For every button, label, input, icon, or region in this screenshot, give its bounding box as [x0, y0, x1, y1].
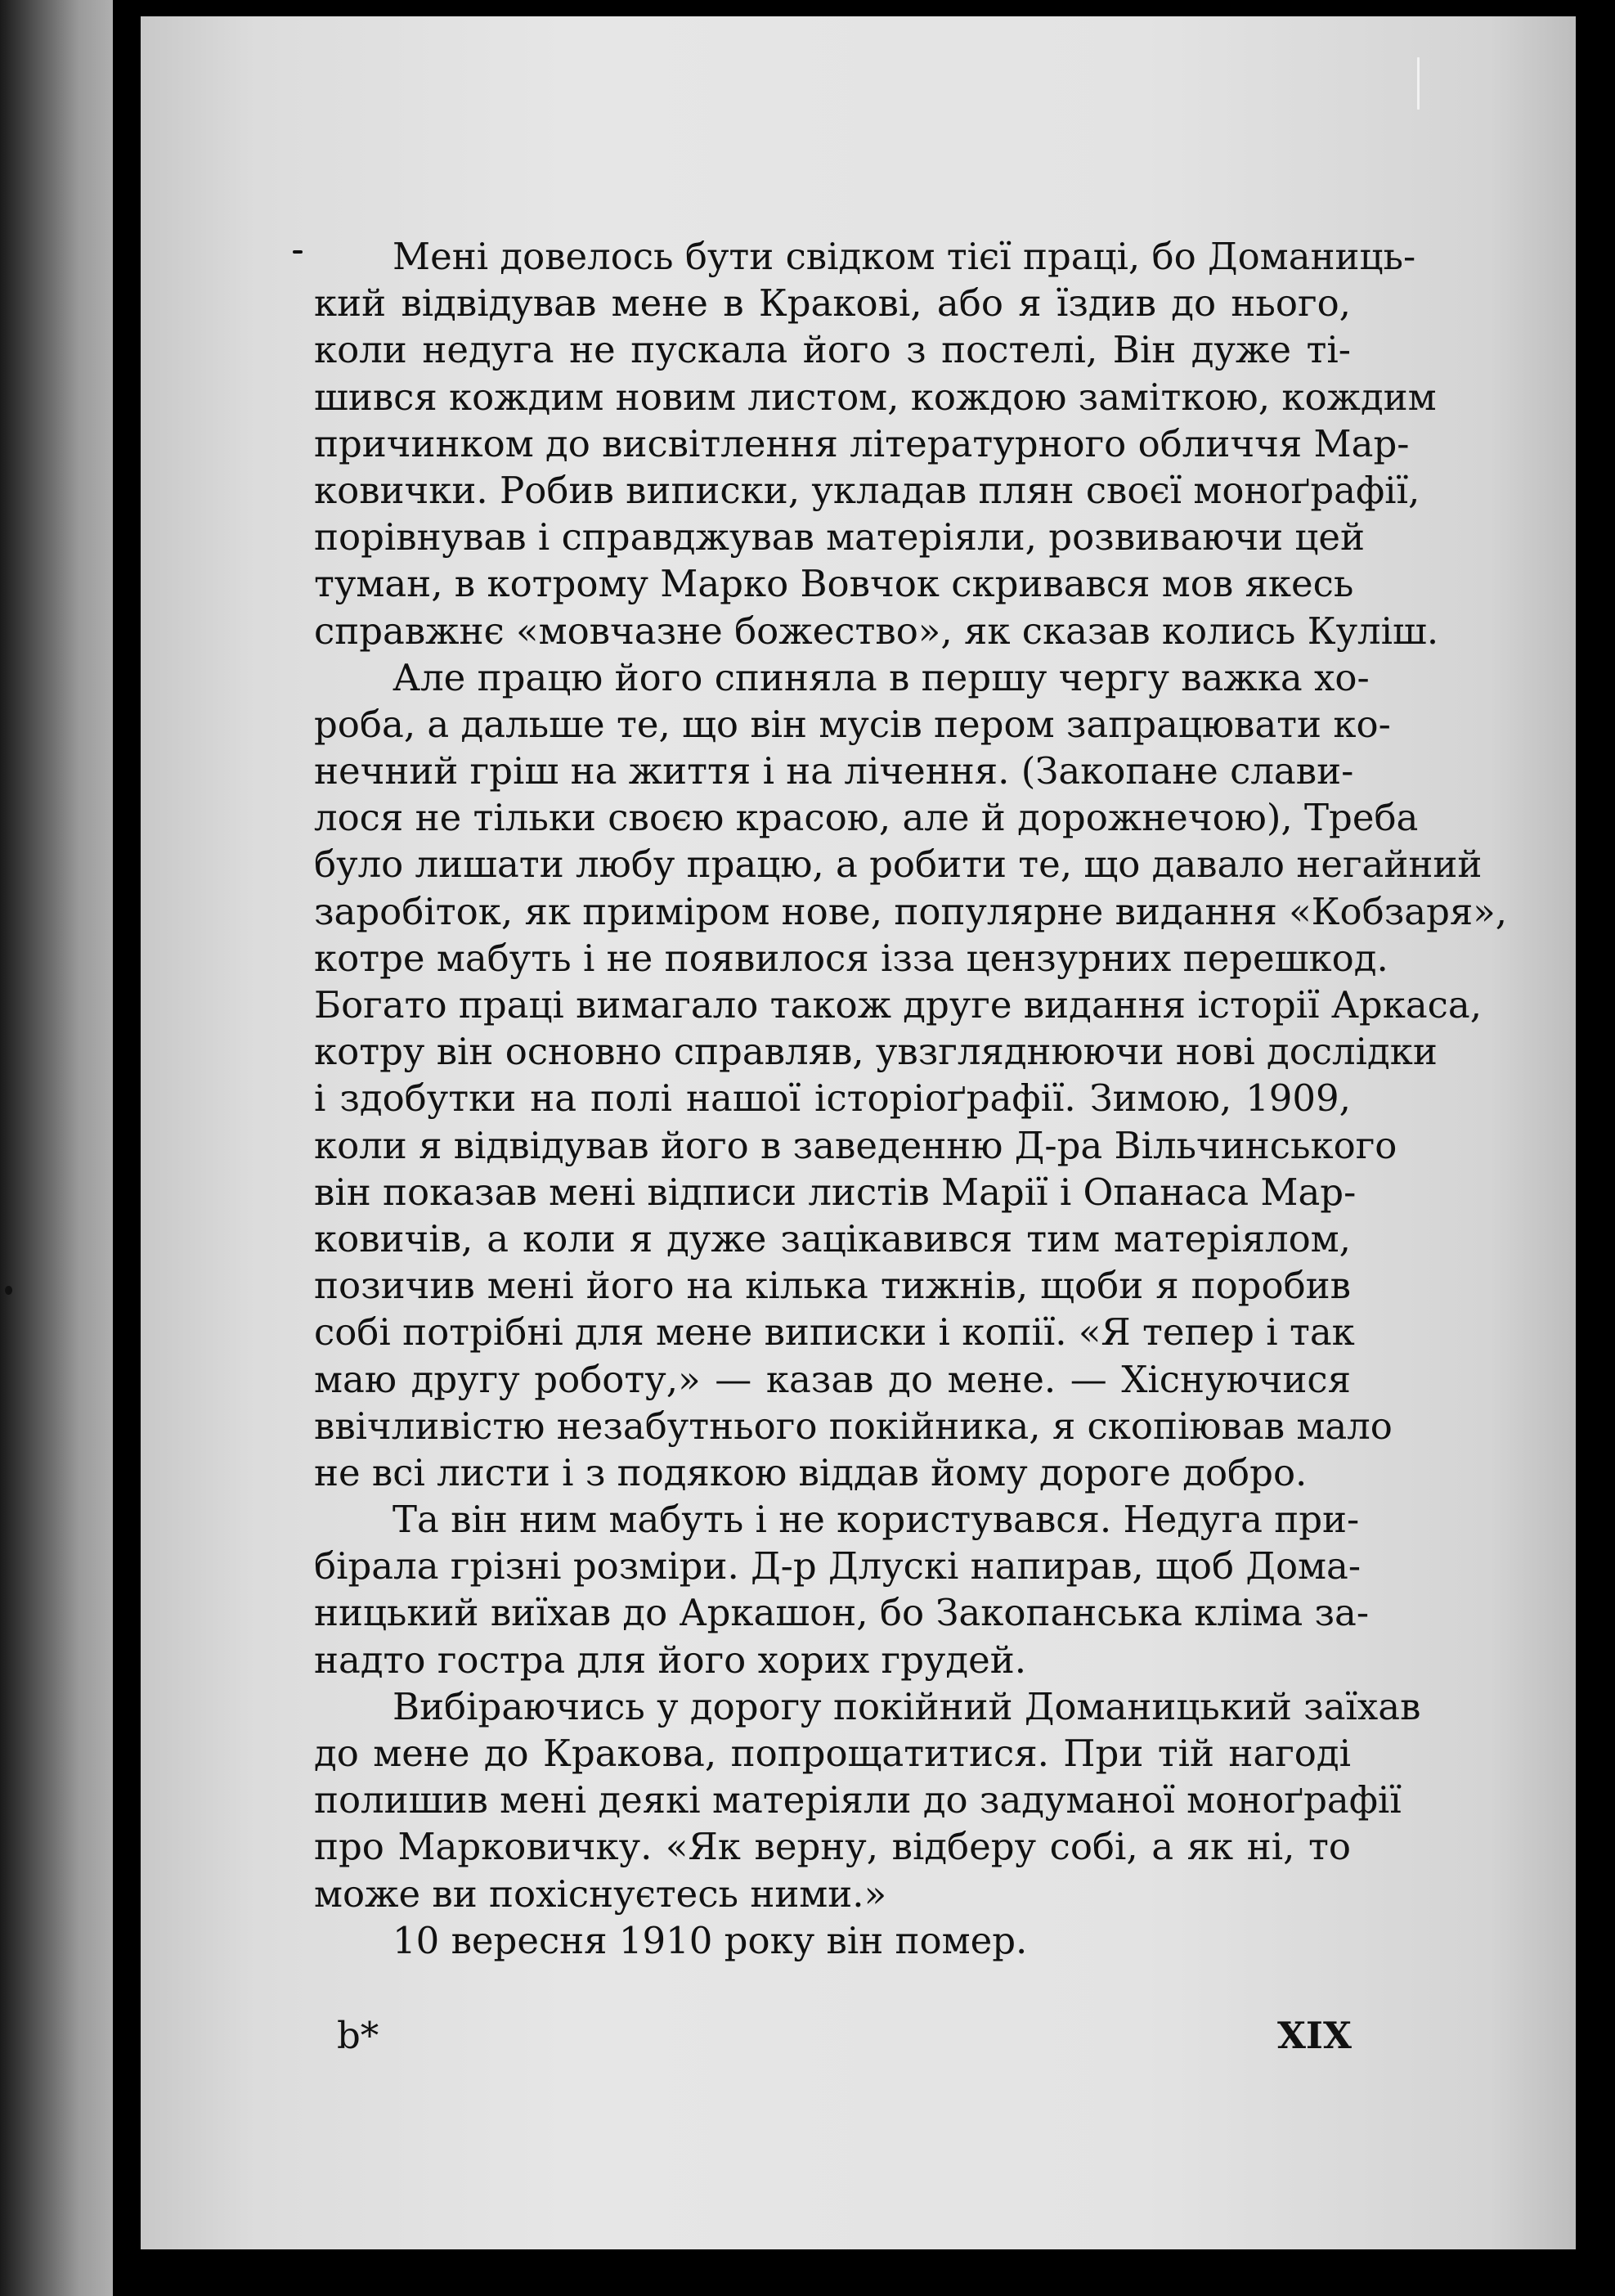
text-line: Та він ним мабуть і не користувався. Недуга при- [393, 1498, 1360, 1542]
text-line: ницький виїхав до Аркашон, бо Закопанська кліма за- [314, 1591, 1370, 1635]
text-line: Богато праці вимагало також друге видання історії Аркаса, [314, 983, 1483, 1027]
scan-speck [1417, 57, 1420, 110]
text-line: маю другу роботу,» — казав до мене. — Хіснуючися [314, 1357, 1351, 1401]
paragraph [314, 233, 1439, 654]
text-line: шився кождим новим листом, кождою заміткою, кождим [314, 375, 1437, 419]
text-line: і здобутки на полі нашої історіоґрафії. Зимою, 1909, [314, 1076, 1351, 1121]
text-line: про Марковичку. «Як верну, відберу собі, а як ні, то [314, 1825, 1351, 1869]
text-line: Мені довелось бути свідком тієї праці, бо Доманиць- [393, 235, 1416, 278]
text-line: причинком до висвітлення літературного обличчя Мар- [314, 421, 1410, 465]
text-line: полишив мені деякі матеріяли до задуманої моноґрафії [314, 1778, 1402, 1822]
scan-right-border [1576, 0, 1615, 2296]
scan-speck [5, 1286, 12, 1295]
text-line: лося не тільки своєю красою, але й дорожнечою), Треба [314, 796, 1419, 840]
text-line: собі потрібні для мене виписки і копії. «Я тепер і так [314, 1310, 1355, 1355]
scan-left-margin [0, 0, 113, 2296]
text-line: туман, в котрому Марко Вовчок скривався мов якесь [314, 562, 1354, 606]
text-line: Але працю його спиняла в першу чергу важка хо- [393, 655, 1370, 699]
scan-gutter [113, 0, 141, 2296]
text-line: може ви похіснуєтесь ними.» [314, 1871, 887, 1916]
text-line: коли недуга не пускала його з постелі, Він дуже ті- [314, 328, 1351, 372]
paragraph [314, 1683, 1421, 1917]
body-text [314, 233, 1508, 1964]
text-line: ввічливістю незабутнього покійника, я скопіював мало [314, 1404, 1393, 1448]
paragraph [314, 654, 1508, 1496]
signature-mark: b* [337, 2014, 379, 2057]
text-line: кий відвідував мене в Кракові, або я їздив до нього, [314, 281, 1351, 326]
text-line: нечний гріш на життя і на лічення. (Закопане слави- [314, 749, 1354, 793]
paragraph [314, 1917, 1351, 1964]
text-line: коли я відвідував його в заведенню Д-ра Вільчинського [314, 1123, 1397, 1167]
text-line: Вибіраючись у дорогу покійний Доманицький заїхав [393, 1684, 1421, 1728]
text-line: було лишати любу працю, а робити те, що давало негайний [314, 842, 1483, 887]
scan-bottom-border [141, 2249, 1576, 2296]
text-line: він показав мені відписи листів Марії і Опанаса Мар- [314, 1170, 1357, 1214]
text-line: котре мабуть і не появилося ізза цензурних перешкод. [314, 936, 1388, 980]
page-number: XIX [1277, 2014, 1352, 2057]
text-line: роба, а дальше те, що він мусів пером запрацювати ко- [314, 702, 1391, 746]
text-line: заробіток, як приміром нове, популярне видання «Кобзаря», [314, 889, 1508, 933]
text-line: 10 вересня 1910 року він помер. [393, 1918, 1028, 1962]
text-line: позичив мені його на кілька тижнів, щоби я поробив [314, 1264, 1351, 1308]
text-line: порівнував і справджував матеріяли, розвиваючи цей [314, 515, 1365, 559]
paragraph [314, 1496, 1370, 1683]
scan-speck [293, 250, 303, 254]
text-line: надто гостра для його хорих грудей. [314, 1638, 1027, 1682]
text-line: ковички. Робив виписки, укладав плян своєї моноґрафії, [314, 468, 1420, 512]
text-line: котру він основно справляв, увзгляднюючи нові дослідки [314, 1030, 1438, 1074]
text-line: справжнє «мовчазне божество», як сказав колись Куліш. [314, 609, 1439, 653]
text-line: не всі листи і з подякою віддав йому дороге добро. [314, 1450, 1308, 1494]
text-line: ковичів, а коли я дуже зацікавився тим матеріялом, [314, 1216, 1351, 1260]
text-line: до мене до Кракова, попрощатитися. При тій нагоді [314, 1732, 1351, 1775]
text-line: бірала грізні розміри. Д-р Длускі напирав, щоб Дома- [314, 1544, 1362, 1588]
